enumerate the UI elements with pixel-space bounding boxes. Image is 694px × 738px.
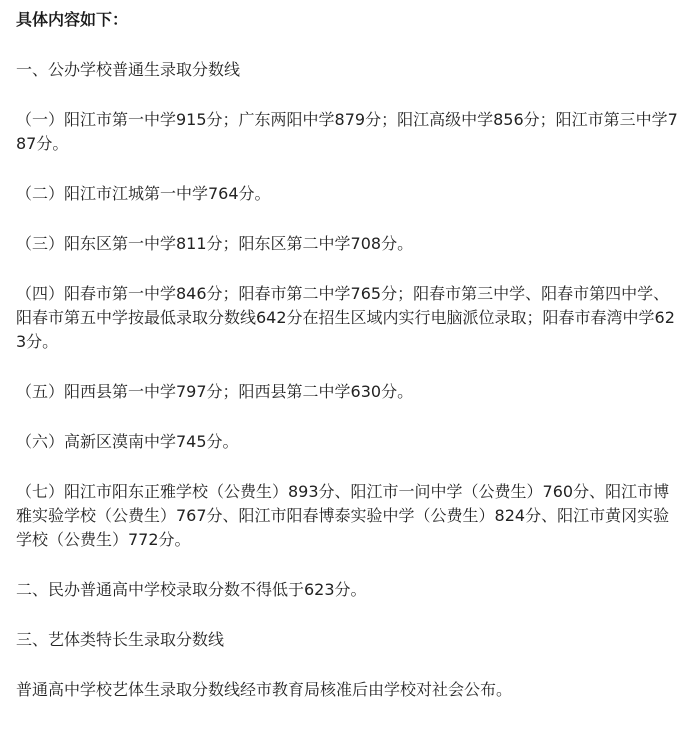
section-1-title: 一、公办学校普通生录取分数线 xyxy=(16,60,241,79)
article-heading: 具体内容如下： xyxy=(16,10,129,29)
paragraph-5: （五）阳西县第一中学797分；阳西县第二中学630分。 xyxy=(16,382,414,401)
paragraph-4: （四）阳春市第一中学846分；阳春市第二中学765分；阳春市第三中学、阳春市第四中学、阳春市第五中学按最低录取分数线642分在招生区域内实行电脑派位录取；阳春市春湾中学623分。 xyxy=(16,284,675,351)
section-3-text: 普通高中学校艺体生录取分数线经市教育局核准后由学校对社会公布。 xyxy=(16,680,513,699)
section-2-title: 二、民办普通高中学校录取分数不得低于623分。 xyxy=(16,580,367,599)
paragraph-3: （三）阳东区第一中学811分；阳东区第二中学708分。 xyxy=(16,234,414,253)
paragraph-2: （二）阳江市江城第一中学764分。 xyxy=(16,184,271,203)
paragraph-6: （六）高新区漠南中学745分。 xyxy=(16,432,239,451)
paragraph-7: （七）阳江市阳东正雅学校（公费生）893分、阳江市一问中学（公费生）760分、阳江市博雅实验学校（公费生）767分、阳江市阳春博泰实验中学（公费生）824分、阳江市黄冈实验学校（公费生）772分。 xyxy=(16,482,670,549)
section-3-title: 三、艺体类特长生录取分数线 xyxy=(16,630,225,649)
paragraph-1: （一）阳江市第一中学915分；广东两阳中学879分；阳江高级中学856分；阳江市第三中学787分。 xyxy=(16,110,678,153)
